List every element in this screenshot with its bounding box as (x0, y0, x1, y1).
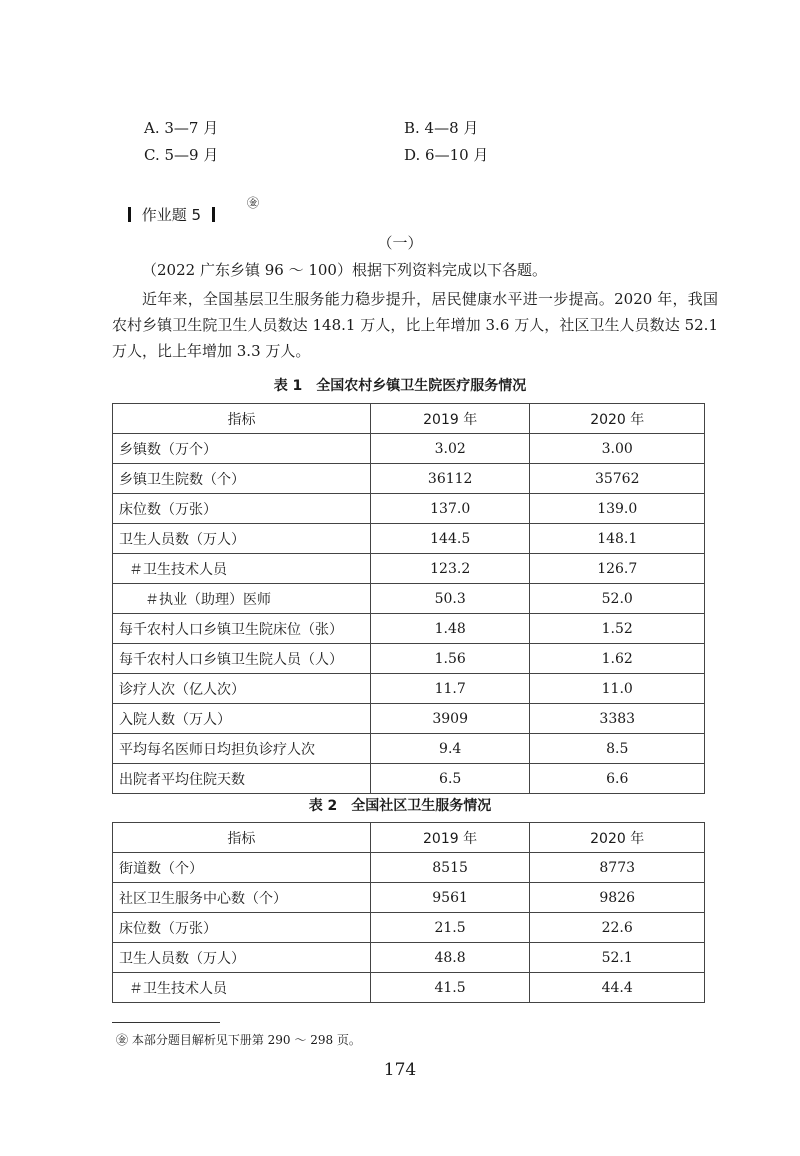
value-2019: 9.4 (370, 734, 530, 764)
value-2020: 44.4 (530, 973, 705, 1003)
value-2019: 36112 (370, 464, 530, 494)
intro-source: （2022 广东乡镇 96 ～ 100）根据下列资料完成以下各题。 (142, 261, 547, 279)
table-row (113, 584, 705, 614)
table2-header-2020: 2020 年 (530, 823, 705, 853)
homework-mark-icon: ㊎ (247, 196, 260, 210)
row-label: 每千农村人口乡镇卫生院床位（张） (113, 614, 371, 644)
row-label: 出院者平均住院天数 (113, 764, 371, 794)
table-row (113, 494, 705, 524)
table-row (113, 764, 705, 794)
value-2020: 126.7 (530, 554, 705, 584)
table-row (113, 644, 705, 674)
table1 (112, 403, 705, 794)
table2-header-row (113, 823, 705, 853)
value-2019: 41.5 (370, 973, 530, 1003)
section-number: （一） (377, 234, 423, 252)
value-2020: 52.0 (530, 584, 705, 614)
heading-bar-left (128, 207, 131, 222)
table-row (113, 464, 705, 494)
value-2020: 52.1 (530, 943, 705, 973)
option-b[interactable]: B. 4—8 月 (404, 119, 479, 137)
value-2019: 9561 (370, 883, 530, 913)
table2-header-indicator: 指标 (113, 823, 371, 853)
row-label: 卫生人员数（万人） (113, 943, 371, 973)
intro-body: 近年来，全国基层卫生服务能力稳步提升，居民健康水平进一步提高。2020 年，我国农村乡镇卫生院卫生人员数达 148.1 万人，比上年增加 3.6 万人，社区卫生人员数达 52.1 万人，比上年增加 3.3 万人。 (112, 290, 718, 360)
table-row (113, 913, 705, 943)
table-row (113, 674, 705, 704)
homework-heading (128, 204, 215, 225)
row-label: 社区卫生服务中心数（个） (113, 883, 371, 913)
table2 (112, 822, 705, 1003)
value-2019: 1.56 (370, 644, 530, 674)
value-2019: 8515 (370, 853, 530, 883)
table-row (113, 883, 705, 913)
value-2019: 123.2 (370, 554, 530, 584)
table-row (113, 434, 705, 464)
page-number: 174 (383, 1060, 417, 1080)
value-2020: 9826 (530, 883, 705, 913)
value-2019: 1.48 (370, 614, 530, 644)
row-label: 乡镇数（万个） (113, 434, 371, 464)
table2-caption: 表 2 全国社区卫生服务情况 (308, 798, 492, 814)
row-label: 入院人数（万人） (113, 704, 371, 734)
table-row (113, 614, 705, 644)
value-2020: 148.1 (530, 524, 705, 554)
value-2019: 3.02 (370, 434, 530, 464)
table1-header-2019: 2019 年 (370, 404, 530, 434)
homework-title: 作业题 5 (141, 206, 202, 224)
footnote-mark-icon: ㊎ (116, 1033, 129, 1047)
value-2020: 35762 (530, 464, 705, 494)
value-2020: 8.5 (530, 734, 705, 764)
footnote (116, 1031, 361, 1048)
footnote-text: 本部分题目解析见下册第 290 ～ 298 页。 (131, 1033, 361, 1047)
table-row (113, 524, 705, 554)
table1-header-indicator: 指标 (113, 404, 371, 434)
value-2019: 137.0 (370, 494, 530, 524)
value-2019: 11.7 (370, 674, 530, 704)
table-row (113, 973, 705, 1003)
option-d[interactable]: D. 6—10 月 (404, 146, 489, 164)
value-2019: 48.8 (370, 943, 530, 973)
table-row (113, 853, 705, 883)
value-2019: 3909 (370, 704, 530, 734)
heading-bar-right (212, 207, 215, 222)
value-2019: 50.3 (370, 584, 530, 614)
value-2020: 11.0 (530, 674, 705, 704)
value-2020: 3.00 (530, 434, 705, 464)
row-label: 乡镇卫生院数（个） (113, 464, 371, 494)
footnote-rule (112, 1022, 220, 1023)
value-2019: 6.5 (370, 764, 530, 794)
row-label: 床位数（万张） (113, 913, 371, 943)
table-row (113, 704, 705, 734)
row-label: 每千农村人口乡镇卫生院人员（人） (113, 644, 371, 674)
value-2020: 139.0 (530, 494, 705, 524)
table2-header-2019: 2019 年 (370, 823, 530, 853)
table-row (113, 734, 705, 764)
option-a[interactable]: A. 3—7 月 (144, 119, 219, 137)
option-c[interactable]: C. 5—9 月 (144, 146, 219, 164)
table1-header-row (113, 404, 705, 434)
row-label: 卫生人员数（万人） (113, 524, 371, 554)
value-2019: 21.5 (370, 913, 530, 943)
row-label: 诊疗人次（亿人次） (113, 674, 371, 704)
value-2019: 144.5 (370, 524, 530, 554)
value-2020: 1.62 (530, 644, 705, 674)
row-label: ＃卫生技术人员 (113, 554, 371, 584)
value-2020: 8773 (530, 853, 705, 883)
row-label: 街道数（个） (113, 853, 371, 883)
value-2020: 22.6 (530, 913, 705, 943)
value-2020: 6.6 (530, 764, 705, 794)
row-label: ＃卫生技术人员 (113, 973, 371, 1003)
value-2020: 1.52 (530, 614, 705, 644)
table-row (113, 943, 705, 973)
value-2020: 3383 (530, 704, 705, 734)
row-label: 平均每名医师日均担负诊疗人次 (113, 734, 371, 764)
row-label: ＃执业（助理）医师 (113, 584, 371, 614)
table-row (113, 554, 705, 584)
table1-caption: 表 1 全国农村乡镇卫生院医疗服务情况 (273, 378, 527, 394)
table1-header-2020: 2020 年 (530, 404, 705, 434)
row-label: 床位数（万张） (113, 494, 371, 524)
